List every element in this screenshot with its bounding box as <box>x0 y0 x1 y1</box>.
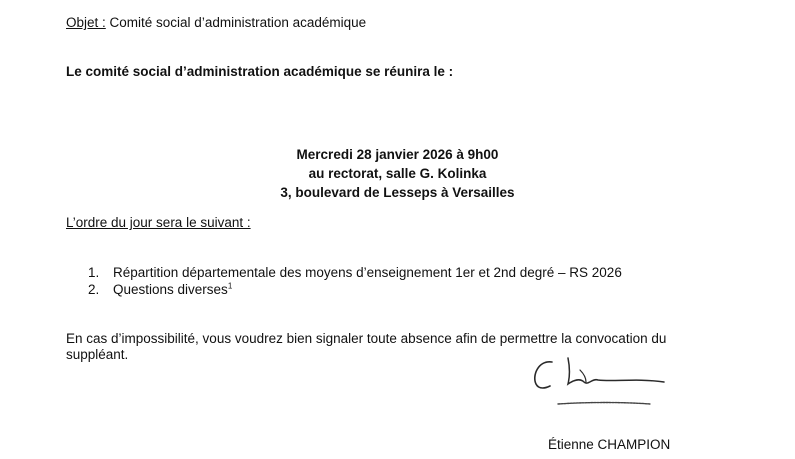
handwritten-signature <box>528 352 678 412</box>
meeting-date: Mercredi 28 janvier 2026 à 9h00 <box>296 147 499 162</box>
meeting-address: 3, boulevard de Lesseps à Versailles <box>280 185 515 200</box>
agenda-item <box>88 264 622 281</box>
closing-line-1: En cas d’impossibilité, vous voudrez bien signaler toute absence afin de permettre la convocation du <box>66 331 667 346</box>
subject-line <box>66 15 366 31</box>
intro-sentence: Le comité social d’administration académique se réunira le : <box>66 64 454 79</box>
agenda-heading: L’ordre du jour sera le suivant : <box>66 215 251 230</box>
closing-line-2: suppléant. <box>66 347 129 362</box>
subject-text: Comité social d’administration académique <box>105 15 367 30</box>
agenda-item-number: 2. <box>88 282 100 297</box>
agenda-item-number: 1. <box>88 265 100 280</box>
subject-label: Objet : <box>66 15 106 30</box>
agenda-item-text: Répartition départementale des moyens d’enseignement 1er et 2nd degré – RS 2026 <box>113 265 622 280</box>
agenda-item <box>88 281 622 298</box>
meeting-details <box>0 145 795 202</box>
agenda-list <box>88 264 622 298</box>
footnote-marker: 1 <box>227 281 233 291</box>
signatory-name: Étienne CHAMPION <box>548 437 671 452</box>
meeting-place: au rectorat, salle G. Kolinka <box>308 166 487 181</box>
agenda-item-text: Questions diverses <box>113 282 228 297</box>
